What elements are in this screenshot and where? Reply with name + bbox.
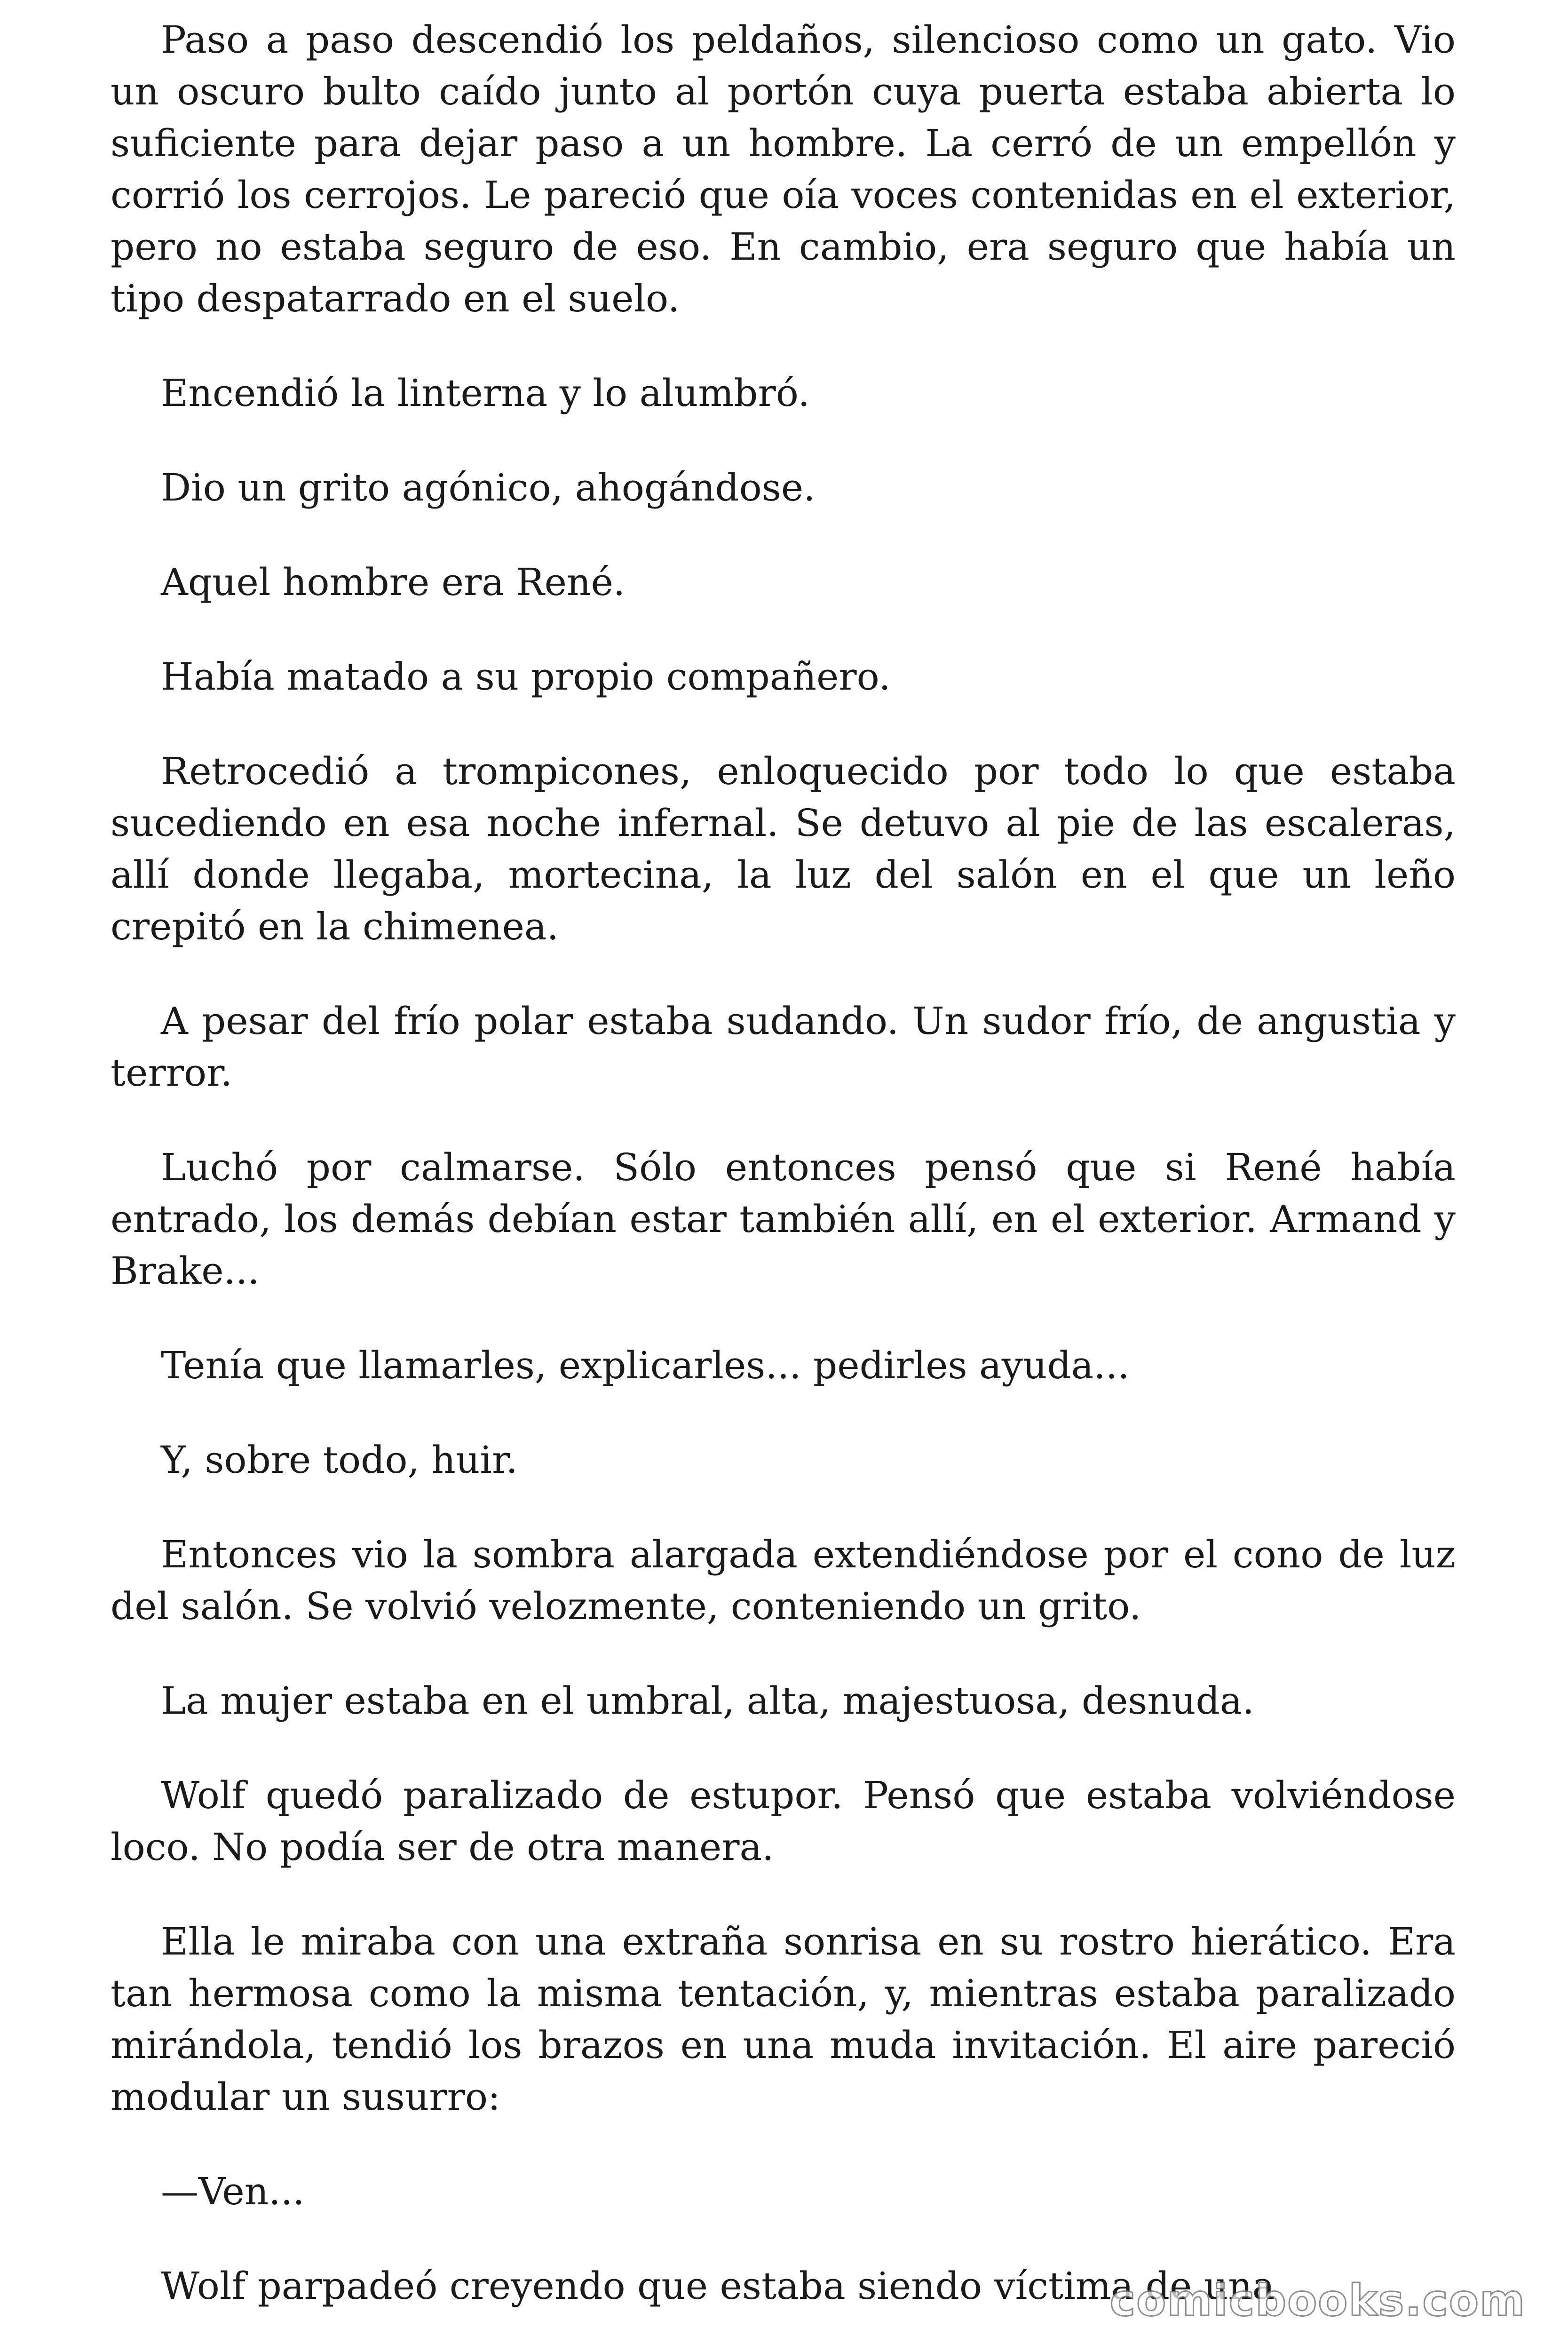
paragraph: Wolf parpadeó creyendo que estaba siendo víctima de una (161, 2264, 1275, 2308)
page-text (111, 14, 1456, 2312)
paragraph: Wolf quedó paralizado de estupor. Pensó que estaba volviéndose loco. No podía ser de otra manera. (111, 1773, 1456, 1869)
paragraph: La mujer estaba en el umbral, alta, majestuosa, desnuda. (161, 1679, 1254, 1723)
paragraph: Había matado a su propio compañero. (161, 655, 891, 699)
watermark: comicbooks.com (1109, 2275, 1526, 2326)
paragraph: Aquel hombre era René. (161, 560, 626, 604)
paragraph: —Ven... (161, 2169, 305, 2213)
paragraph: Dio un grito agónico, ahogándose. (161, 466, 816, 509)
paragraph: Paso a paso descendió los peldaños, silencioso como un gato. Vio un oscuro bulto caído junto al portón cuya puerta estaba abierta lo suficiente para dejar paso a un hombre. La cerró de un empellón y corrió los cerrojos. Le pareció que oía voces contenidas en el exterior, pero no estaba seguro de eso. En cambio, era seguro que había un tipo despatarrado en el suelo. (111, 18, 1456, 320)
paragraph: A pesar del frío polar estaba sudando. Un sudor frío, de angustia y terror. (111, 999, 1456, 1095)
paragraph: Tenía que llamarles, explicarles... pedirles ayuda... (161, 1343, 1130, 1387)
paragraph: Luchó por calmarse. Sólo entonces pensó que si René había entrado, los demás debían estar también allí, en el exterior. Armand y Brake... (111, 1145, 1456, 1293)
paragraph: Y, sobre todo, huir. (161, 1438, 518, 1482)
paragraph: Ella le miraba con una extraña sonrisa en su rostro hierático. Era tan hermosa como la misma tentación, y, mientras estaba paralizado mirándola, tendió los brazos en una muda invitación. El aire pareció modular un susurro: (111, 1920, 1456, 2119)
paragraph: Entonces vio la sombra alargada extendiéndose por el cono de luz del salón. Se volvió velozmente, conteniendo un grito. (111, 1533, 1456, 1628)
paragraph: Encendió la linterna y lo alumbró. (161, 371, 810, 415)
paragraph: Retrocedió a trompicones, enloquecido por todo lo que estaba sucediendo en esa noche infernal. Se detuvo al pie de las escaleras, allí donde llegaba, mortecina, la luz del salón en el que un leño crepitó en la chimenea. (111, 749, 1456, 948)
